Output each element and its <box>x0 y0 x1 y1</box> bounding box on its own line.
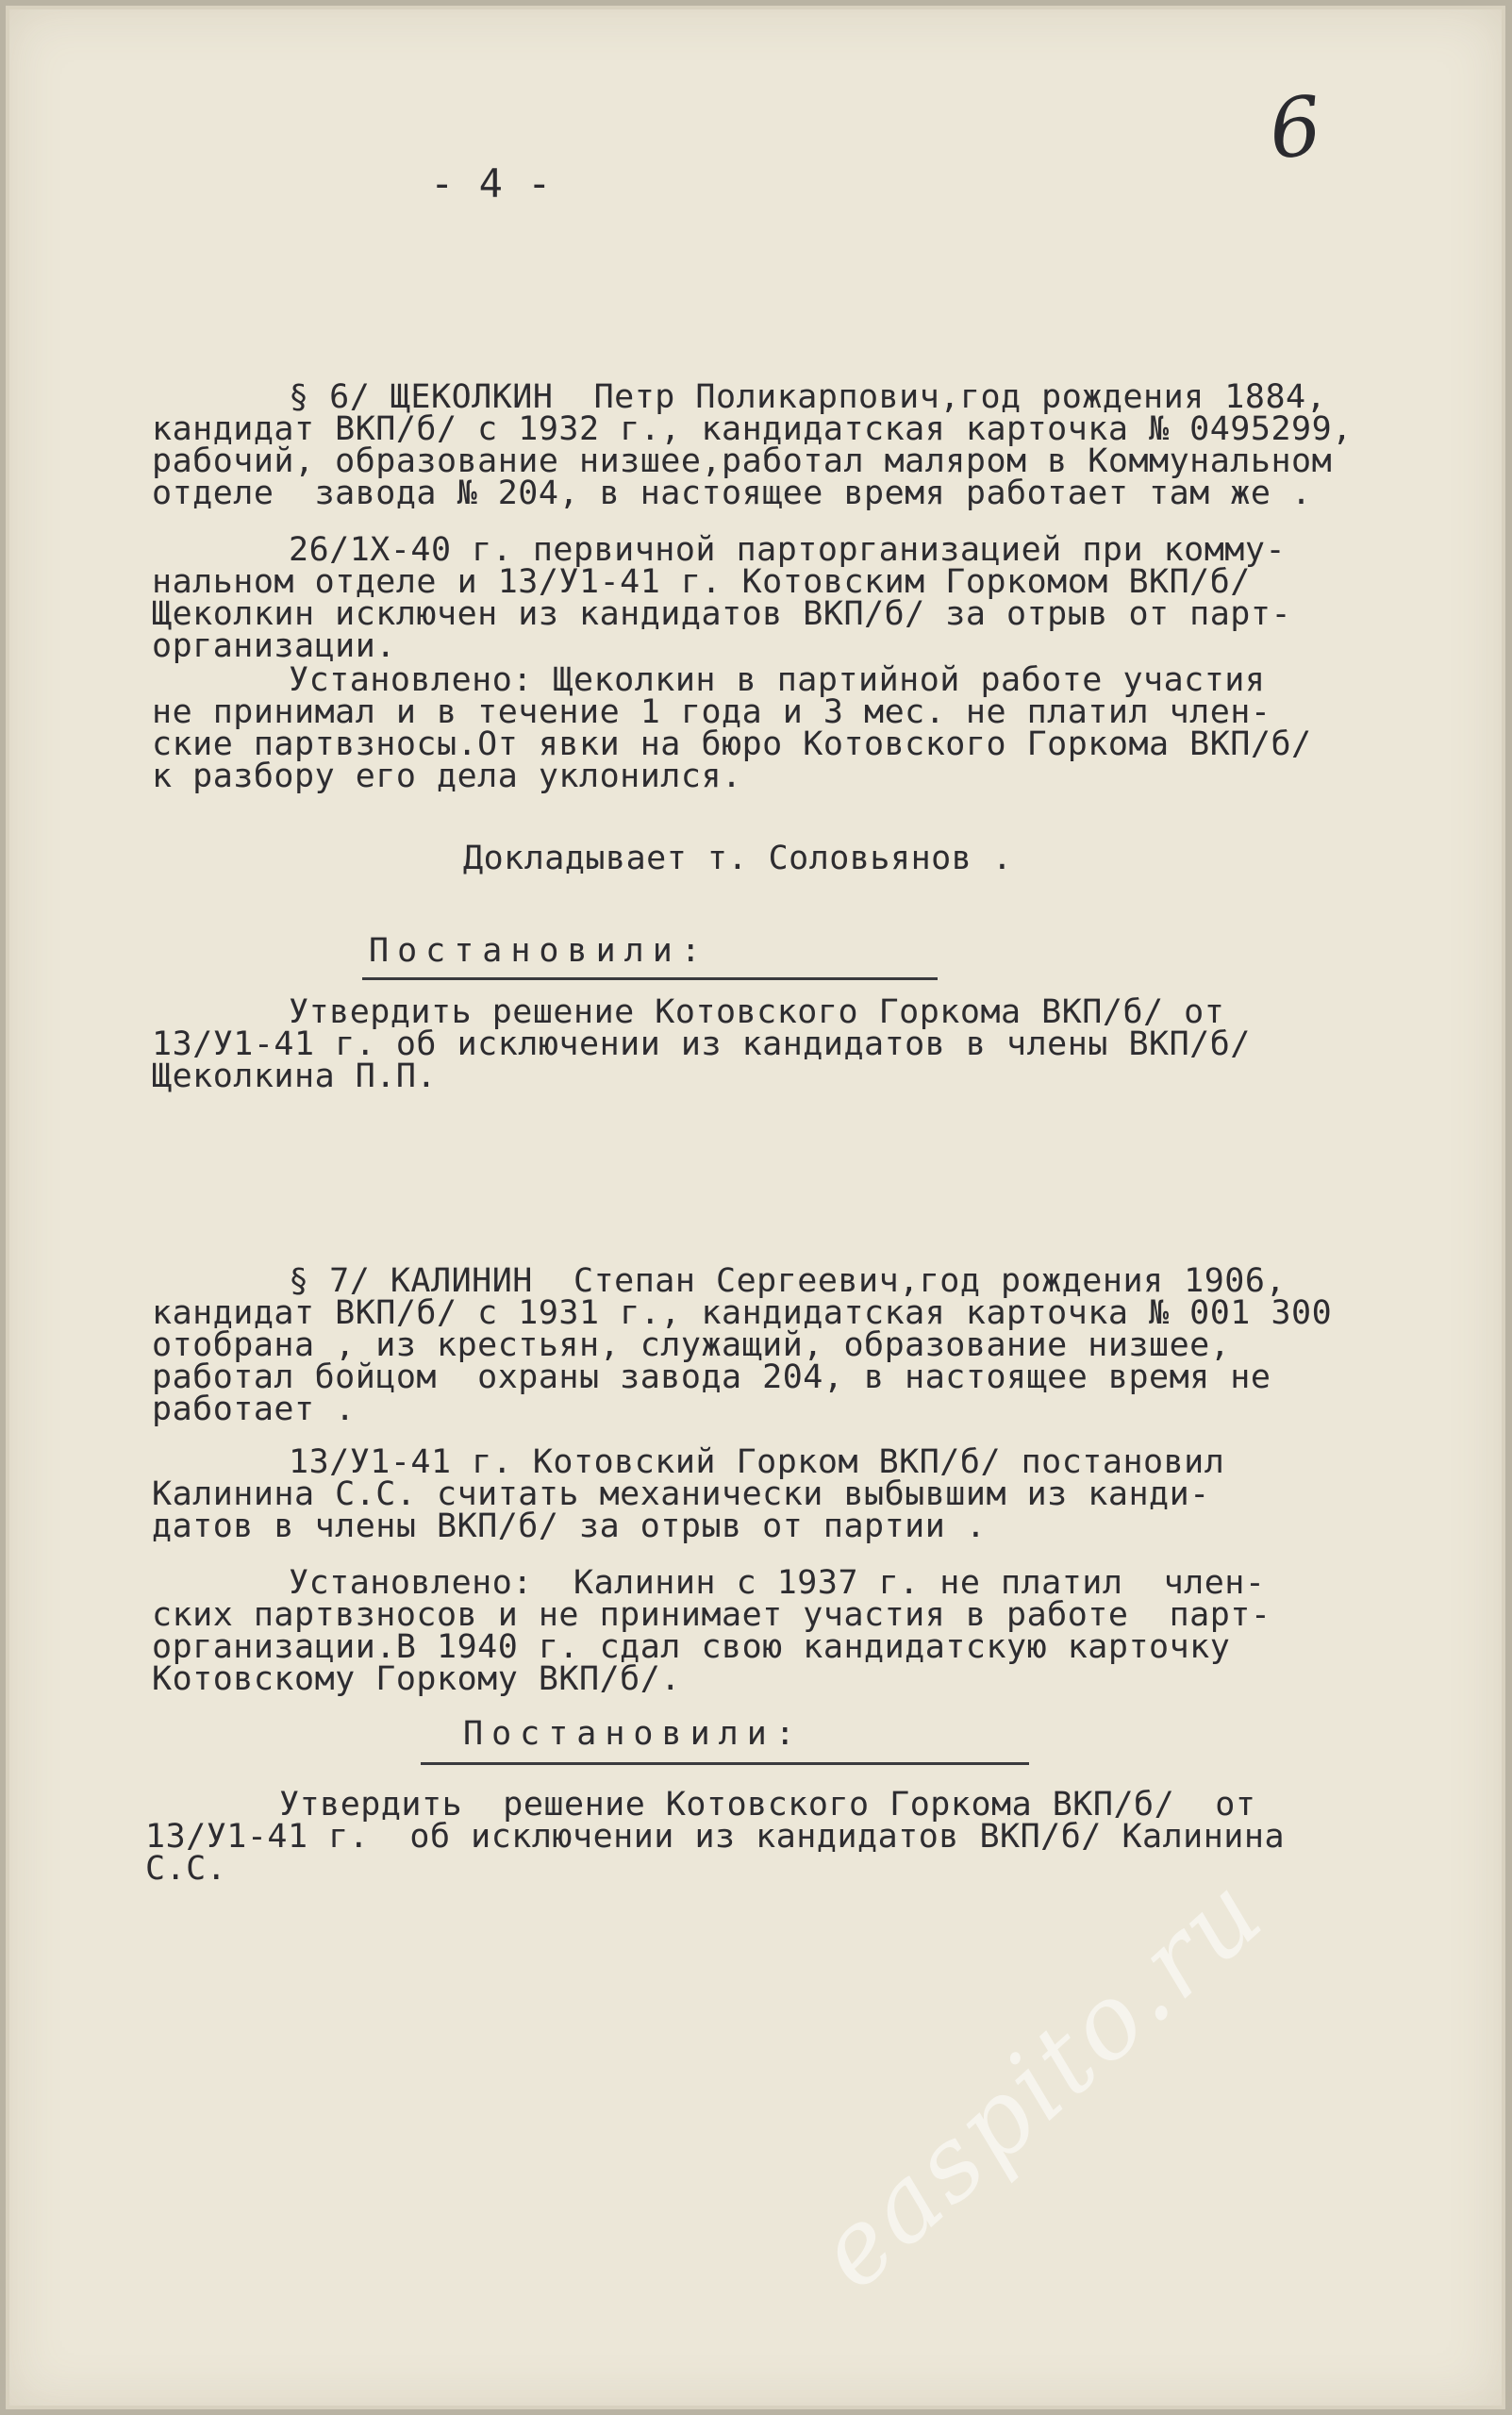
section6-reporter: Докладывает т. Соловьянов . <box>463 840 1013 877</box>
site-watermark: easpito.ru <box>794 1852 1288 2312</box>
section6-established-line: к разбору его дела уклонился. <box>152 758 742 795</box>
section6-line: отделе завода № 204, в настоящее время работает там же . <box>152 475 1312 512</box>
section7-line: кандидат ВКП/б/ с 1931 г., кандидатская карточка № 001 300 <box>152 1294 1333 1332</box>
section6-resolution-line: Щеколкина П.П. <box>152 1058 438 1095</box>
section6-decision-line: Щеколкин исключен из кандидатов ВКП/б/ за отрыв от парт- <box>152 595 1292 633</box>
section6-established-line: не принимал и в течение 1 года и 3 мес. не платил член- <box>152 693 1271 731</box>
section7-established-line: организации.В 1940 г. сдал свою кандидатскую карточку <box>152 1628 1231 1666</box>
section7-established-line: ских партвзносов и не принимает участия в работе парт- <box>152 1596 1271 1634</box>
document-page <box>6 6 1505 2409</box>
section6-line: кандидат ВКП/б/ с 1932 г., кандидатская карточка № 0495299, <box>152 410 1353 448</box>
section7-line: § 7/ КАЛИНИН Степан Сергеевич,год рождения 1906, <box>289 1262 1287 1300</box>
section6-established-line: Установлено: Щеколкин в партийной работе участия <box>289 661 1266 699</box>
section7-resolution-line: 13/У1-41 г. об исключении из кандидатов ВКП/б/ Калинина <box>145 1818 1286 1856</box>
section6-line: рабочий, образование низшее,работал маляром в Коммунальном <box>152 442 1333 480</box>
section6-resolution-line: 13/У1-41 г. об исключении из кандидатов в члены ВКП/б/ <box>152 1025 1251 1063</box>
section7-decision-line: датов в члены ВКП/б/ за отрыв от партии . <box>152 1507 987 1545</box>
section6-decision-line: нальном отделе и 13/У1-41 г. Котовским Горкомом ВКП/б/ <box>152 563 1251 601</box>
section6-heading-underline <box>362 977 938 980</box>
section6-established-line: ские партвзносы.От явки на бюро Котовского Горкома ВКП/б/ <box>152 725 1312 763</box>
section7-line: отобрана , из крестьян, служащий, образование низшее, <box>152 1326 1231 1364</box>
section7-line: работает . <box>152 1391 356 1428</box>
section6-decision-line: организации. <box>152 627 396 665</box>
section7-heading-underline <box>421 1762 1029 1765</box>
section7-resolution-line: Утвердить решение Котовского Горкома ВКП/б/ от <box>279 1786 1256 1824</box>
section7-established-line: Установлено: Калинин с 1937 г. не платил член- <box>289 1564 1266 1602</box>
page-edge <box>6 6 1505 2409</box>
section7-line: работал бойцом охраны завода 204, в настоящее время не <box>152 1358 1271 1396</box>
section6-resolution-line: Утвердить решение Котовского Горкома ВКП/б/ от <box>289 993 1225 1031</box>
section6-decision-line: 26/1Х-40 г. первичной парторганизацией при комму- <box>289 531 1287 569</box>
section7-decision-line: 13/У1-41 г. Котовский Горком ВКП/б/ постановил <box>289 1443 1225 1481</box>
section7-resolution-line: С.С. <box>145 1850 227 1888</box>
section6-resolved-heading: Постановили: <box>369 932 709 970</box>
section6-line: § 6/ ЩЕКОЛКИН Петр Поликарпович,год рождения 1884, <box>289 378 1327 416</box>
section7-decision-line: Калинина С.С. считать механически выбывшим из канди- <box>152 1475 1210 1513</box>
handwritten-folio-number: 6 <box>1264 78 1326 178</box>
section7-established-line: Котовскому Горкому ВКП/б/. <box>152 1660 681 1698</box>
page-number: - 4 - <box>430 160 552 207</box>
section7-resolved-heading: Постановили: <box>463 1715 804 1753</box>
